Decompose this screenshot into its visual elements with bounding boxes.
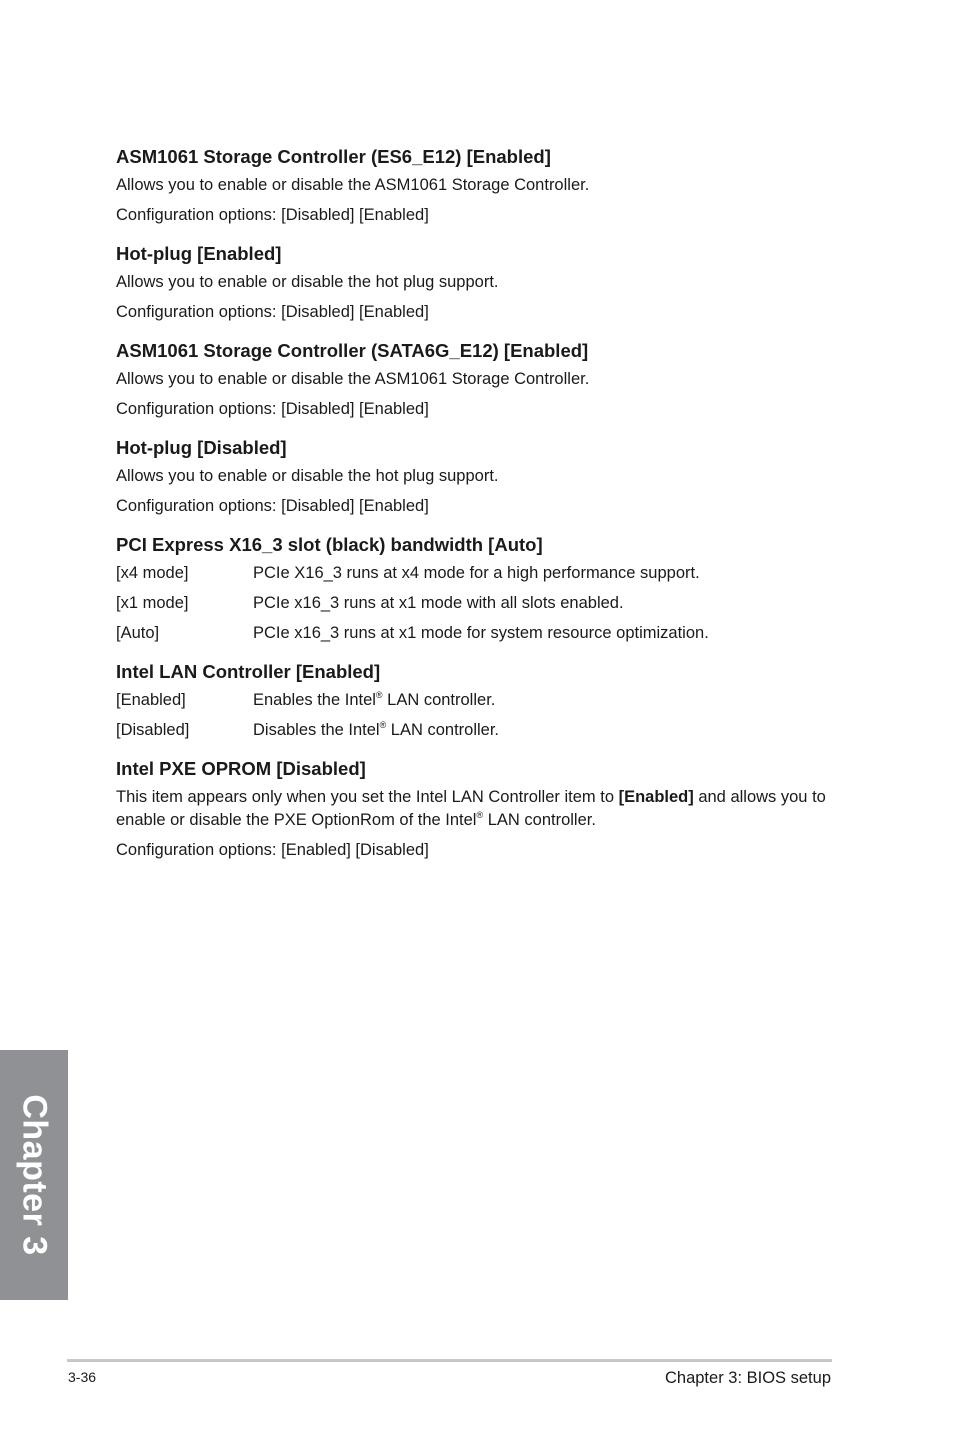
option-description-text: Disables the Intel xyxy=(253,721,380,739)
section-pcie-x16-3-bandwidth xyxy=(116,532,836,645)
page-content xyxy=(116,144,836,876)
option-key: [Disabled] xyxy=(116,721,190,739)
option-row xyxy=(116,689,836,712)
section-heading: Hot-plug [Enabled] xyxy=(116,243,282,264)
chapter-tab-label: Chapter 3 xyxy=(15,1094,54,1256)
option-key: [x1 mode] xyxy=(116,594,189,612)
section-intel-lan-controller xyxy=(116,659,836,742)
section-description: Allows you to enable or disable the ASM1061 Storage Controller. xyxy=(116,370,590,388)
section-heading: PCI Express X16_3 slot (black) bandwidth [Auto] xyxy=(116,534,543,555)
section-config-options: Configuration options: [Enabled] [Disabled] xyxy=(116,841,429,859)
section-heading: Intel LAN Controller [Enabled] xyxy=(116,661,381,682)
registered-mark: ® xyxy=(375,689,383,700)
option-description-text: Enables the Intel xyxy=(253,691,376,709)
chapter-side-tab xyxy=(0,1050,68,1300)
section-intel-pxe-oprom xyxy=(116,756,836,862)
section-config-options: Configuration options: [Disabled] [Enabled] xyxy=(116,497,429,515)
section-config-options: Configuration options: [Disabled] [Enabled] xyxy=(116,400,429,418)
option-description-text: LAN controller. xyxy=(382,691,496,709)
option-row xyxy=(116,562,836,585)
option-row xyxy=(116,592,836,615)
section-heading: Hot-plug [Disabled] xyxy=(116,437,287,458)
option-description: PCIe X16_3 runs at x4 mode for a high performance support. xyxy=(253,564,700,582)
footer-divider xyxy=(67,1359,832,1362)
section-description: Allows you to enable or disable the hot plug support. xyxy=(116,467,499,485)
section-description: Allows you to enable or disable the ASM1061 Storage Controller. xyxy=(116,176,590,194)
option-key: [Auto] xyxy=(116,624,160,642)
footer-chapter-title: Chapter 3: BIOS setup xyxy=(664,1369,831,1387)
option-description: PCIe x16_3 runs at x1 mode with all slots enabled. xyxy=(253,594,624,612)
description-text: This item appears only when you set the Intel LAN Controller item to xyxy=(116,788,619,806)
option-row xyxy=(116,622,836,645)
section-heading: ASM1061 Storage Controller (SATA6G_E12) [Enabled] xyxy=(116,340,589,361)
option-description xyxy=(253,719,836,742)
option-description-text: LAN controller. xyxy=(386,721,500,739)
option-description xyxy=(253,689,836,712)
section-config-options: Configuration options: [Disabled] [Enabled] xyxy=(116,206,429,224)
section-heading: Intel PXE OPROM [Disabled] xyxy=(116,758,366,779)
section-hotplug-disabled xyxy=(116,435,836,518)
footer-page-number: 3-36 xyxy=(68,1369,97,1385)
description-text: and allows you to enable or disable the PXE OptionRom of the Intel xyxy=(116,788,826,829)
section-description: Allows you to enable or disable the hot plug support. xyxy=(116,273,499,291)
option-key: [Enabled] xyxy=(116,691,186,709)
section-heading: ASM1061 Storage Controller (ES6_E12) [Enabled] xyxy=(116,146,551,167)
section-hotplug-enabled xyxy=(116,241,836,324)
registered-mark: ® xyxy=(379,719,387,730)
option-row xyxy=(116,719,836,742)
section-config-options: Configuration options: [Disabled] [Enabled] xyxy=(116,303,429,321)
description-bold-value: [Enabled] xyxy=(618,788,694,806)
section-asm1061-es6 xyxy=(116,144,836,227)
option-key: [x4 mode] xyxy=(116,564,189,582)
description-text: LAN controller. xyxy=(483,811,596,829)
option-description: PCIe x16_3 runs at x1 mode for system resource optimization. xyxy=(253,624,709,642)
section-description xyxy=(116,786,836,832)
section-asm1061-sata6g xyxy=(116,338,836,421)
registered-mark: ® xyxy=(476,809,484,820)
